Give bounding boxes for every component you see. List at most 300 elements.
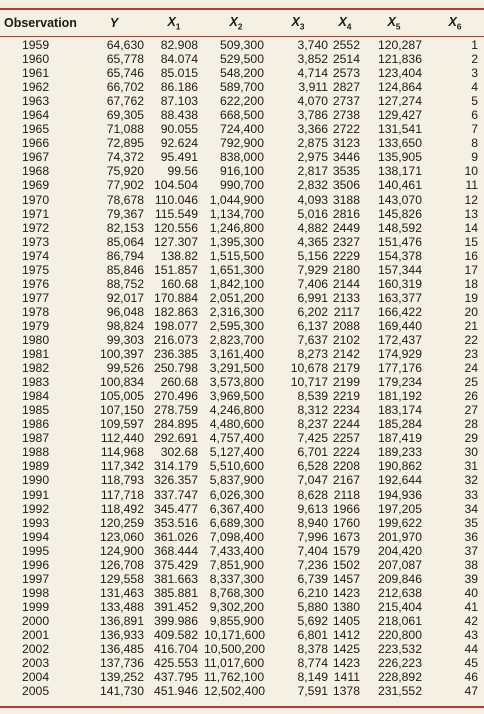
cell-x4: 3123 — [332, 136, 360, 151]
cell-observation: 1977 — [22, 290, 50, 305]
cell-y: 92,017 — [106, 290, 144, 305]
table-row — [0, 628, 484, 642]
cell-y: 105,005 — [99, 389, 144, 404]
cell-x3: 9,613 — [297, 501, 328, 516]
cell-observation: 1999 — [22, 599, 50, 614]
table-row — [0, 459, 484, 473]
cell-x5: 123,404 — [377, 66, 422, 81]
cell-x4: 2199 — [332, 375, 360, 390]
cell-x1: 385.881 — [153, 585, 198, 600]
cell-x1: 391.452 — [153, 599, 198, 614]
cell-x6: 17 — [464, 262, 478, 277]
cell-x4: 1378 — [332, 684, 360, 699]
cell-x4: 2573 — [332, 66, 360, 81]
cell-x6: 16 — [464, 248, 478, 263]
cell-x2: 1,515,500 — [209, 248, 264, 263]
cell-x5: 166,422 — [377, 304, 422, 319]
cell-x3: 5,692 — [297, 613, 328, 628]
cell-x1: 95.491 — [160, 150, 198, 165]
cell-x1: 85.015 — [160, 66, 198, 81]
table-row — [0, 445, 484, 459]
cell-x5: 197,205 — [377, 501, 422, 516]
cell-x1: 250.798 — [153, 361, 198, 376]
cell-x3: 8,940 — [297, 515, 328, 530]
table-row — [0, 361, 484, 375]
cell-x1: 88.438 — [160, 108, 198, 123]
cell-x2: 2,823,700 — [209, 332, 264, 347]
cell-x4: 1760 — [332, 515, 360, 530]
table-row — [0, 572, 484, 586]
table-row — [0, 389, 484, 403]
cell-y: 136,485 — [99, 642, 144, 657]
cell-x3: 5,016 — [297, 206, 328, 221]
table-row — [0, 600, 484, 614]
cell-x2: 792,900 — [219, 136, 264, 151]
cell-observation: 1979 — [22, 318, 50, 333]
cell-x2: 3,161,400 — [209, 347, 264, 362]
cell-x3: 6,801 — [297, 627, 328, 642]
cell-x3: 3,911 — [298, 80, 328, 95]
cell-x5: 220,800 — [377, 627, 422, 642]
cell-observation: 1989 — [22, 459, 50, 474]
cell-x4: 2102 — [332, 332, 360, 347]
cell-x2: 9,855,900 — [209, 613, 264, 628]
cell-x4: 2133 — [332, 290, 360, 305]
header-y-label: Y — [109, 16, 119, 30]
cell-x4: 2816 — [332, 206, 360, 221]
cell-x4: 2244 — [332, 417, 360, 432]
table-row — [0, 66, 484, 80]
cell-observation: 1996 — [22, 557, 50, 572]
cell-x4: 2234 — [332, 403, 360, 418]
cell-x3: 8,149 — [297, 670, 328, 685]
cell-x6: 42 — [464, 613, 478, 628]
cell-x3: 7,404 — [297, 543, 328, 558]
cell-x5: 215,404 — [377, 599, 422, 614]
table-row — [0, 52, 484, 66]
cell-observation: 1981 — [22, 347, 50, 362]
cell-y: 69,305 — [106, 108, 144, 123]
table-row — [0, 319, 484, 333]
cell-x5: 192,644 — [377, 473, 422, 488]
cell-x4: 2327 — [332, 234, 360, 249]
cell-x5: 160,319 — [377, 276, 422, 291]
cell-x6: 31 — [464, 459, 478, 474]
cell-x6: 40 — [464, 585, 478, 600]
table-row — [0, 431, 484, 445]
header-x2: $X_2$ — [229, 14, 243, 32]
cell-y: 129,558 — [99, 571, 144, 586]
cell-observation: 1966 — [22, 136, 50, 151]
cell-x4: 1502 — [332, 557, 360, 572]
cell-x2: 1,044,900 — [209, 192, 264, 207]
header-x4: $X_4$ — [338, 14, 352, 32]
cell-x4: 2257 — [332, 431, 360, 446]
header-row — [0, 10, 484, 36]
cell-x5: 129,427 — [377, 108, 422, 123]
cell-x1: 381.663 — [153, 571, 198, 586]
cell-observation: 1960 — [22, 52, 50, 67]
cell-x4: 2737 — [332, 94, 360, 109]
cell-x2: 838,000 — [219, 150, 264, 165]
cell-x1: 292.691 — [153, 431, 198, 446]
header-y — [84, 10, 144, 36]
cell-x6: 2 — [471, 52, 478, 67]
cell-x4: 2514 — [332, 52, 360, 67]
cell-x4: 1412 — [332, 627, 360, 642]
cell-y: 112,440 — [100, 431, 144, 446]
cell-y: 131,463 — [99, 585, 144, 600]
cell-x2: 7,433,400 — [209, 543, 264, 558]
cell-observation: 1965 — [22, 122, 50, 137]
cell-x1: 409.582 — [153, 627, 198, 642]
cell-y: 141,730 — [99, 684, 144, 699]
cell-x6: 20 — [464, 304, 478, 319]
cell-x6: 23 — [464, 347, 478, 362]
cell-x3: 7,591 — [297, 684, 328, 699]
table-row — [0, 249, 484, 263]
cell-y: 114,968 — [100, 445, 144, 460]
cell-x6: 13 — [464, 206, 478, 221]
table-row — [0, 642, 484, 656]
cell-x3: 4,070 — [297, 94, 328, 109]
cell-observation: 1991 — [22, 487, 50, 502]
cell-x3: 6,202 — [297, 304, 328, 319]
cell-x3: 2,817 — [297, 164, 328, 179]
cell-x2: 6,367,400 — [209, 501, 264, 516]
cell-observation: 1974 — [22, 248, 50, 263]
cell-x1: 110.046 — [154, 192, 198, 207]
cell-x6: 6 — [471, 108, 478, 123]
cell-x3: 8,774 — [297, 656, 328, 671]
cell-x2: 529,500 — [219, 52, 264, 67]
cell-x6: 10 — [464, 164, 478, 179]
cell-x2: 7,851,900 — [209, 557, 264, 572]
cell-x6: 28 — [464, 417, 478, 432]
cell-x2: 11,017,600 — [204, 656, 265, 671]
cell-x1: 375.429 — [153, 557, 198, 572]
cell-y: 85,064 — [106, 234, 144, 249]
cell-x5: 201,970 — [377, 529, 422, 544]
cell-x6: 14 — [464, 220, 478, 235]
cell-x6: 21 — [464, 318, 478, 333]
cell-x5: 190,862 — [377, 459, 422, 474]
cell-x2: 724,400 — [219, 122, 264, 137]
cell-x5: 172,437 — [377, 332, 422, 347]
cell-x4: 2738 — [332, 108, 360, 123]
cell-x5: 187,419 — [377, 431, 422, 446]
cell-y: 117,342 — [100, 459, 144, 474]
cell-x1: 127.307 — [153, 234, 198, 249]
cell-y: 64,630 — [106, 38, 144, 52]
cell-x2: 12,502,400 — [204, 684, 265, 699]
cell-y: 82,153 — [106, 220, 144, 235]
header-observation: Observation — [4, 16, 77, 30]
cell-x1: 87.103 — [160, 94, 198, 109]
table-row — [0, 333, 484, 347]
cell-x5: 133,650 — [377, 136, 422, 151]
table-row — [0, 207, 484, 221]
table-row — [0, 403, 484, 417]
cell-x6: 11 — [465, 178, 478, 193]
cell-x2: 9,302,200 — [209, 599, 264, 614]
cell-x5: 179,234 — [377, 375, 422, 390]
cell-x3: 7,406 — [297, 276, 328, 291]
cell-x6: 1 — [471, 38, 478, 52]
cell-x6: 15 — [464, 234, 478, 249]
table-row — [0, 502, 484, 516]
cell-y: 136,933 — [99, 627, 144, 642]
cell-x5: 228,892 — [377, 670, 422, 685]
cell-x2: 916,100 — [219, 164, 264, 179]
cell-x5: 169,440 — [377, 318, 422, 333]
cell-x6: 47 — [464, 684, 478, 699]
cell-y: 136,891 — [99, 613, 144, 628]
cell-observation: 2001 — [22, 627, 50, 642]
table-row — [0, 670, 484, 684]
cell-x4: 2088 — [332, 318, 360, 333]
cell-y: 77,902 — [106, 178, 144, 193]
cell-x1: 284.895 — [153, 417, 198, 432]
cell-x1: 82.908 — [160, 38, 198, 52]
cell-x2: 4,757,400 — [209, 431, 264, 446]
header-x3: $X_3$ — [291, 14, 305, 32]
cell-y: 100,834 — [99, 375, 144, 390]
cell-x3: 7,047 — [297, 473, 328, 488]
cell-x4: 1425 — [332, 642, 360, 657]
cell-x6: 19 — [464, 290, 478, 305]
cell-observation: 1969 — [22, 178, 50, 193]
cell-x1: 138.82 — [160, 248, 198, 263]
cell-x3: 7,425 — [297, 431, 328, 446]
cell-x2: 3,573,800 — [209, 375, 264, 390]
cell-x5: 218,061 — [377, 613, 422, 628]
cell-x1: 416.704 — [153, 642, 198, 657]
cell-x3: 3,740 — [297, 38, 328, 52]
cell-x4: 1966 — [332, 501, 360, 516]
cell-x6: 43 — [464, 627, 478, 642]
cell-x2: 11,762,100 — [204, 670, 265, 685]
cell-x1: 361.026 — [153, 529, 198, 544]
cell-x3: 8,378 — [297, 642, 328, 657]
table-row — [0, 656, 484, 670]
cell-y: 124,900 — [99, 543, 144, 558]
cell-observation: 2005 — [22, 684, 50, 699]
cell-x2: 1,842,100 — [209, 276, 264, 291]
cell-x3: 3,786 — [297, 108, 328, 123]
cell-x4: 2167 — [332, 473, 360, 488]
cell-observation: 1978 — [22, 304, 50, 319]
cell-x4: 1423 — [332, 585, 360, 600]
cell-x1: 353.516 — [153, 515, 198, 530]
cell-observation: 1980 — [22, 332, 50, 347]
cell-observation: 2002 — [22, 642, 50, 657]
cell-y: 75,920 — [106, 164, 144, 179]
cell-x5: 157,344 — [377, 262, 422, 277]
cell-x5: 154,378 — [377, 248, 422, 263]
cell-x2: 668,500 — [219, 108, 264, 123]
cell-x3: 6,701 — [297, 445, 328, 460]
cell-y: 86,794 — [106, 248, 144, 263]
cell-observation: 1988 — [22, 445, 50, 460]
cell-x6: 44 — [464, 642, 478, 657]
table-row — [0, 473, 484, 487]
cell-observation: 1998 — [22, 585, 50, 600]
table-row — [0, 684, 484, 698]
header-x5: $X_5$ — [387, 14, 401, 32]
cell-observation: 1990 — [22, 473, 50, 488]
cell-x3: 4,365 — [297, 234, 328, 249]
cell-x3: 6,739 — [297, 571, 328, 586]
cell-x4: 2722 — [332, 122, 360, 137]
cell-x3: 7,236 — [297, 557, 328, 572]
cell-x4: 3535 — [332, 164, 360, 179]
cell-x2: 8,768,300 — [209, 585, 264, 600]
cell-x5: 185,284 — [377, 417, 422, 432]
cell-x5: 207,087 — [377, 557, 422, 572]
cell-x1: 160.68 — [160, 276, 198, 291]
cell-observation: 1993 — [22, 515, 50, 530]
cell-x6: 39 — [464, 571, 478, 586]
cell-y: 85,846 — [106, 262, 144, 277]
cell-y: 96,048 — [106, 304, 144, 319]
cell-x6: 7 — [471, 122, 478, 137]
cell-x6: 38 — [464, 557, 478, 572]
cell-x1: 182.863 — [153, 304, 198, 319]
cell-x4: 3506 — [332, 178, 360, 193]
cell-x1: 278.759 — [153, 403, 198, 418]
table-row — [0, 516, 484, 530]
cell-x6: 18 — [464, 276, 478, 291]
cell-y: 107,150 — [99, 403, 144, 418]
cell-x1: 437.795 — [153, 670, 198, 685]
cell-x3: 6,528 — [297, 459, 328, 474]
cell-x1: 425.553 — [153, 656, 198, 671]
cell-x5: 124,864 — [377, 80, 422, 95]
cell-y: 74,372 — [106, 150, 144, 165]
cell-observation: 1961 — [22, 66, 50, 81]
cell-y: 117,718 — [100, 487, 144, 502]
cell-x5: 151,476 — [377, 234, 422, 249]
cell-x5: 120,287 — [377, 38, 422, 52]
table-row — [0, 558, 484, 572]
table-row — [0, 375, 484, 389]
cell-x2: 1,395,300 — [209, 234, 264, 249]
cell-x5: 177,176 — [377, 361, 422, 376]
table-row — [0, 544, 484, 558]
cell-y: 72,895 — [106, 136, 144, 151]
cell-x5: 127,274 — [377, 94, 422, 109]
cell-x1: 326.357 — [153, 473, 198, 488]
cell-y: 139,252 — [99, 670, 144, 685]
cell-x4: 2144 — [332, 276, 360, 291]
cell-observation: 1987 — [22, 431, 50, 446]
cell-x1: 170.884 — [153, 290, 198, 305]
data-table — [0, 10, 484, 698]
cell-x1: 115.549 — [154, 206, 198, 221]
cell-x1: 198.077 — [153, 318, 198, 333]
cell-x6: 22 — [464, 332, 478, 347]
table-row — [0, 193, 484, 207]
cell-x6: 37 — [464, 543, 478, 558]
cell-observation: 1984 — [22, 389, 50, 404]
cell-y: 65,778 — [106, 52, 144, 67]
cell-x6: 4 — [471, 80, 478, 95]
cell-x2: 990,700 — [219, 178, 264, 193]
cell-x3: 4,714 — [297, 66, 328, 81]
cell-observation: 1968 — [22, 164, 50, 179]
cell-x4: 2208 — [332, 459, 360, 474]
table-row — [0, 235, 484, 249]
table-row — [0, 36, 484, 52]
cell-x2: 4,480,600 — [209, 417, 264, 432]
cell-x4: 1579 — [332, 543, 360, 558]
cell-x4: 1457 — [332, 571, 360, 586]
cell-x1: 99.56 — [167, 164, 198, 179]
cell-x5: 145,826 — [377, 206, 422, 221]
table-row — [0, 586, 484, 600]
cell-y: 99,303 — [106, 332, 144, 347]
cell-observation: 1973 — [22, 234, 50, 249]
cell-observation: 1976 — [22, 276, 50, 291]
cell-x5: 183,174 — [377, 403, 422, 418]
cell-observation: 1963 — [22, 94, 50, 109]
header-x6: $X_6$ — [448, 14, 462, 32]
cell-x5: 174,929 — [377, 347, 422, 362]
cell-x3: 8,312 — [297, 403, 328, 418]
cell-x2: 3,969,500 — [209, 389, 264, 404]
table-row — [0, 136, 484, 150]
cell-x6: 3 — [471, 66, 478, 81]
table-row — [0, 80, 484, 94]
cell-observation: 1992 — [22, 501, 50, 516]
cell-x2: 6,026,300 — [209, 487, 264, 502]
cell-x1: 399.986 — [153, 613, 198, 628]
cell-x1: 368.444 — [153, 543, 198, 558]
cell-x1: 151.857 — [153, 262, 198, 277]
cell-x6: 24 — [464, 361, 478, 376]
cell-x2: 8,337,300 — [209, 571, 264, 586]
cell-x4: 2142 — [332, 347, 360, 362]
cell-observation: 1997 — [22, 571, 50, 586]
cell-x3: 10,678 — [290, 361, 328, 376]
cell-x2: 1,246,800 — [209, 220, 264, 235]
cell-x2: 1,651,300 — [209, 262, 264, 277]
cell-x3: 6,137 — [297, 318, 328, 333]
cell-x4: 1380 — [332, 599, 360, 614]
table-row — [0, 221, 484, 235]
cell-x2: 4,246,800 — [209, 403, 264, 418]
cell-x6: 27 — [464, 403, 478, 418]
cell-x4: 2118 — [333, 487, 360, 502]
table-row — [0, 164, 484, 178]
table-row — [0, 178, 484, 192]
cell-x1: 451.946 — [153, 684, 198, 699]
cell-x3: 7,637 — [297, 332, 328, 347]
table-body — [0, 36, 484, 698]
cell-x2: 622,200 — [219, 94, 264, 109]
cell-x5: 143,070 — [377, 192, 422, 207]
cell-x3: 7,996 — [297, 529, 328, 544]
cell-x6: 46 — [464, 670, 478, 685]
table-row — [0, 530, 484, 544]
cell-y: 118,492 — [100, 501, 144, 516]
table-row — [0, 122, 484, 136]
cell-x4: 2552 — [332, 38, 360, 52]
cell-x6: 45 — [464, 656, 478, 671]
cell-x3: 3,366 — [297, 122, 328, 137]
cell-observation: 1986 — [22, 417, 50, 432]
